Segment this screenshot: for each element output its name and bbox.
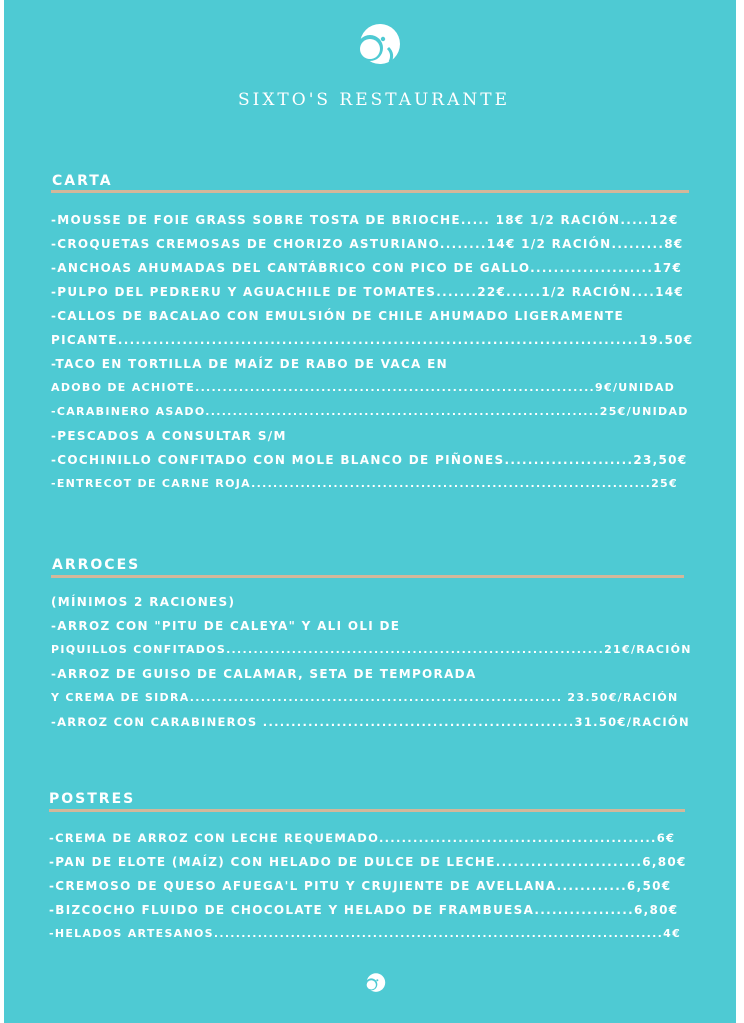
menu-item: -CREMA DE ARROZ CON LECHE REQUEMADO.................................................6€ [49, 831, 676, 845]
menu-page [4, 0, 736, 1023]
menu-item: -CROQUETAS CREMOSAS DE CHORIZO ASTURIANO........14€ 1/2 RACIÓN.........8€ [51, 237, 684, 251]
section-title-carta: CARTA [52, 173, 113, 189]
menu-item: -HELADOS ARTESANOS..................................................................................4€ [49, 927, 682, 940]
menu-item: -PESCADOS A CONSULTAR S/M [51, 429, 287, 443]
menu-item: -ARROZ CON "PITU DE CALEYA" Y ALI OLI DE [51, 619, 401, 633]
menu-item: ADOBO DE ACHIOTE.........................................................................9€/UNIDAD [51, 381, 676, 394]
menu-item: -CREMOSO DE QUESO AFUEGA'L PITU Y CRUJIENTE DE AVELLANA............6,50€ [49, 879, 672, 893]
menu-item: Y CREMA DE SIDRA.................................................................... 23.50€/RACIÓN [51, 691, 679, 704]
menu-item: PICANTE.........................................................................................19.50€ [51, 333, 694, 347]
menu-item: -ENTRECOT DE CARNE ROJA.........................................................................25€ [51, 477, 678, 490]
elephant-logo-small-icon [362, 972, 388, 994]
menu-item: -MOUSSE DE FOIE GRASS SOBRE TOSTA DE BRIOCHE..... 18€ 1/2 RACIÓN.....12€ [51, 213, 679, 227]
menu-item: -CARABINERO ASADO........................................................................25€/UNIDAD [51, 405, 689, 418]
restaurant-name: SIXTO'S RESTAURANTE [237, 90, 511, 110]
section-divider [51, 190, 689, 193]
menu-item: -ARROZ DE GUISO DE CALAMAR, SETA DE TEMPORADA [51, 667, 477, 681]
menu-item: -PAN DE ELOTE (MAÍZ) CON HELADO DE DULCE DE LECHE.........................6,80€ [49, 855, 687, 869]
section-divider [51, 575, 684, 578]
menu-item: -ANCHOAS AHUMADAS DEL CANTÁBRICO CON PICO DE GALLO.....................17€ [51, 261, 683, 275]
menu-item: PIQUILLOS CONFITADOS.....................................................................21€/RACIÓN [51, 643, 692, 656]
section-title-postres: POSTRES [49, 791, 136, 807]
section-divider [49, 809, 685, 812]
section-title-arroces: ARROCES [52, 557, 141, 573]
menu-item: -PULPO DEL PEDRERU Y AGUACHILE DE TOMATES.......22€......1/2 RACIÓN....14€ [51, 285, 685, 299]
menu-item: -TACO EN TORTILLA DE MAÍZ DE RABO DE VACA EN [51, 357, 448, 371]
menu-item: -CALLOS DE BACALAO CON EMULSIÓN DE CHILE AHUMADO LIGERAMENTE [51, 309, 624, 323]
menu-item: -COCHINILLO CONFITADO CON MOLE BLANCO DE PIÑONES......................23,50€ [51, 453, 688, 467]
menu-note: (MÍNIMOS 2 RACIONES) [51, 595, 236, 609]
menu-item: -ARROZ CON CARABINEROS .......................................................31.50€/RACIÓN [51, 715, 690, 729]
menu-item: -BIZCOCHO FLUIDO DE CHOCOLATE Y HELADO DE FRAMBUESA.................6,80€ [49, 903, 679, 917]
elephant-logo-icon [350, 22, 406, 68]
